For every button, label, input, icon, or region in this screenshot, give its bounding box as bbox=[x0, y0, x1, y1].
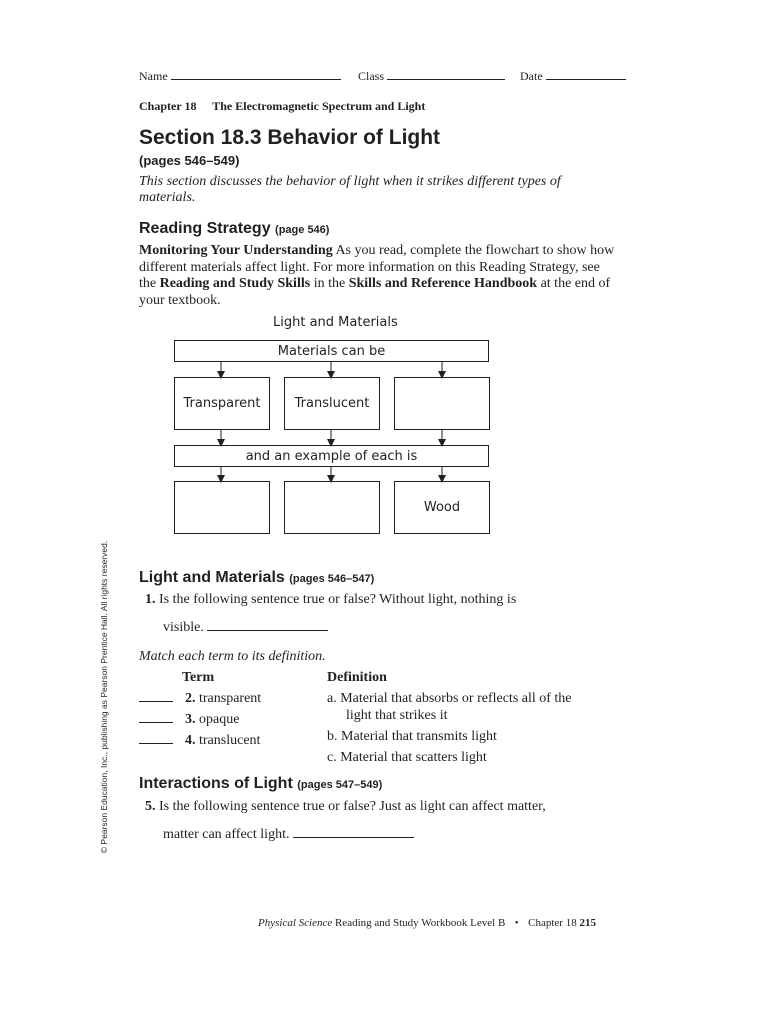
interactions-heading bbox=[139, 775, 382, 793]
interactions-title: Interactions of Light bbox=[139, 775, 293, 792]
footer-page-number: 215 bbox=[579, 917, 596, 929]
question-1 bbox=[145, 592, 516, 608]
term-2-answer-blank[interactable] bbox=[139, 701, 173, 702]
definition-a-line1: Material that absorbs or reflects all of the bbox=[340, 691, 572, 706]
class-label: Class bbox=[358, 69, 385, 83]
flowchart-title: Light and Materials bbox=[273, 315, 398, 330]
name-label: Name bbox=[139, 69, 168, 83]
light-materials-pages: (pages 546–547) bbox=[289, 573, 375, 585]
flowchart-translucent-box: Translucent bbox=[284, 377, 380, 430]
reading-strategy-text3: at the end of your textbook. bbox=[139, 276, 611, 308]
flowchart-blank-box-1[interactable] bbox=[394, 377, 490, 430]
flowchart-wood-box: Wood bbox=[394, 481, 490, 534]
section-intro: This section discusses the behavior of light when it strikes different types of materials. bbox=[139, 174, 561, 205]
q5-text: Is the following sentence true or false? Just as light can affect matter, bbox=[159, 799, 546, 814]
date-label: Date bbox=[520, 69, 543, 83]
term-row-3 bbox=[139, 712, 239, 728]
term-2-number: 2. bbox=[185, 691, 196, 706]
term-3-number: 3. bbox=[185, 712, 196, 727]
q1-number: 1. bbox=[145, 592, 156, 607]
chapter-number: Chapter 18 bbox=[139, 99, 197, 113]
interactions-pages: (pages 547–549) bbox=[297, 779, 383, 791]
term-3-text: opaque bbox=[199, 712, 240, 727]
definition-a bbox=[327, 691, 572, 707]
reading-strategy-text1: As you read, complete the flowchart to show how different materials affect light. For more information on this Reading Strategy, see the bbox=[139, 243, 615, 291]
reading-strategy-lead: Monitoring Your Understanding bbox=[139, 243, 333, 258]
flowchart-blank-box-3[interactable] bbox=[284, 481, 380, 534]
q1-text2: visible. bbox=[163, 620, 204, 635]
reading-strategy-text2: in the bbox=[313, 276, 346, 291]
term-4-text: translucent bbox=[199, 733, 261, 748]
term-4-number: 4. bbox=[185, 733, 196, 748]
definition-a-line2: light that strikes it bbox=[346, 708, 448, 723]
section-title: Section 18.3 Behavior of Light bbox=[139, 126, 441, 149]
question-5-cont bbox=[163, 827, 414, 843]
definition-b-line1: Material that transmits light bbox=[341, 729, 497, 744]
section-pages: (pages 546–549) bbox=[139, 153, 240, 168]
footer-chapter: Chapter 18 bbox=[528, 917, 577, 929]
definition-header: Definition bbox=[327, 670, 387, 685]
flowchart-transparent-box: Transparent bbox=[174, 377, 270, 430]
definition-c-line1: Material that scatters light bbox=[340, 750, 487, 765]
match-instruction: Match each term to its definition. bbox=[139, 649, 326, 664]
footer-bullet: • bbox=[514, 917, 519, 929]
q5-text2: matter can affect light. bbox=[163, 827, 290, 842]
reading-strategy-title: Reading Strategy bbox=[139, 220, 271, 237]
q1-text: Is the following sentence true or false? Without light, nothing is bbox=[159, 592, 517, 607]
definition-b-letter: b. bbox=[327, 729, 338, 744]
light-materials-title: Light and Materials bbox=[139, 569, 285, 586]
term-3-answer-blank[interactable] bbox=[139, 722, 173, 723]
definition-a-letter: a. bbox=[327, 691, 337, 706]
page-footer bbox=[258, 917, 596, 929]
light-materials-heading bbox=[139, 569, 374, 587]
footer-book-italic: Physical Science bbox=[258, 917, 333, 929]
flowchart-middle-box: and an example of each is bbox=[174, 445, 489, 467]
definition-b bbox=[327, 729, 497, 745]
definition-c bbox=[327, 750, 487, 766]
q5-number: 5. bbox=[145, 799, 156, 814]
copyright-notice: © Pearson Education, Inc., publishing as Pearson Prentice Hall. All rights reserved. bbox=[99, 540, 109, 854]
term-header: Term bbox=[182, 670, 215, 685]
q1-answer-blank[interactable] bbox=[207, 630, 328, 631]
term-row-4 bbox=[139, 733, 260, 749]
chapter-title: The Electromagnetic Spectrum and Light bbox=[212, 99, 426, 113]
flowchart-blank-box-2[interactable] bbox=[174, 481, 270, 534]
term-2-text: transparent bbox=[199, 691, 262, 706]
reading-strategy-bold2: Skills and Reference Handbook bbox=[348, 276, 538, 291]
flowchart-top-box: Materials can be bbox=[174, 340, 489, 362]
question-5 bbox=[145, 799, 546, 815]
question-1-cont bbox=[163, 620, 328, 636]
footer-book-rest: Reading and Study Workbook Level B bbox=[334, 917, 506, 929]
definition-c-letter: c. bbox=[327, 750, 337, 765]
term-row-2 bbox=[139, 691, 261, 707]
reading-strategy-pages: (page 546) bbox=[275, 224, 330, 236]
term-4-answer-blank[interactable] bbox=[139, 743, 173, 744]
reading-strategy-bold1: Reading and Study Skills bbox=[159, 276, 311, 291]
q5-answer-blank[interactable] bbox=[293, 837, 414, 838]
